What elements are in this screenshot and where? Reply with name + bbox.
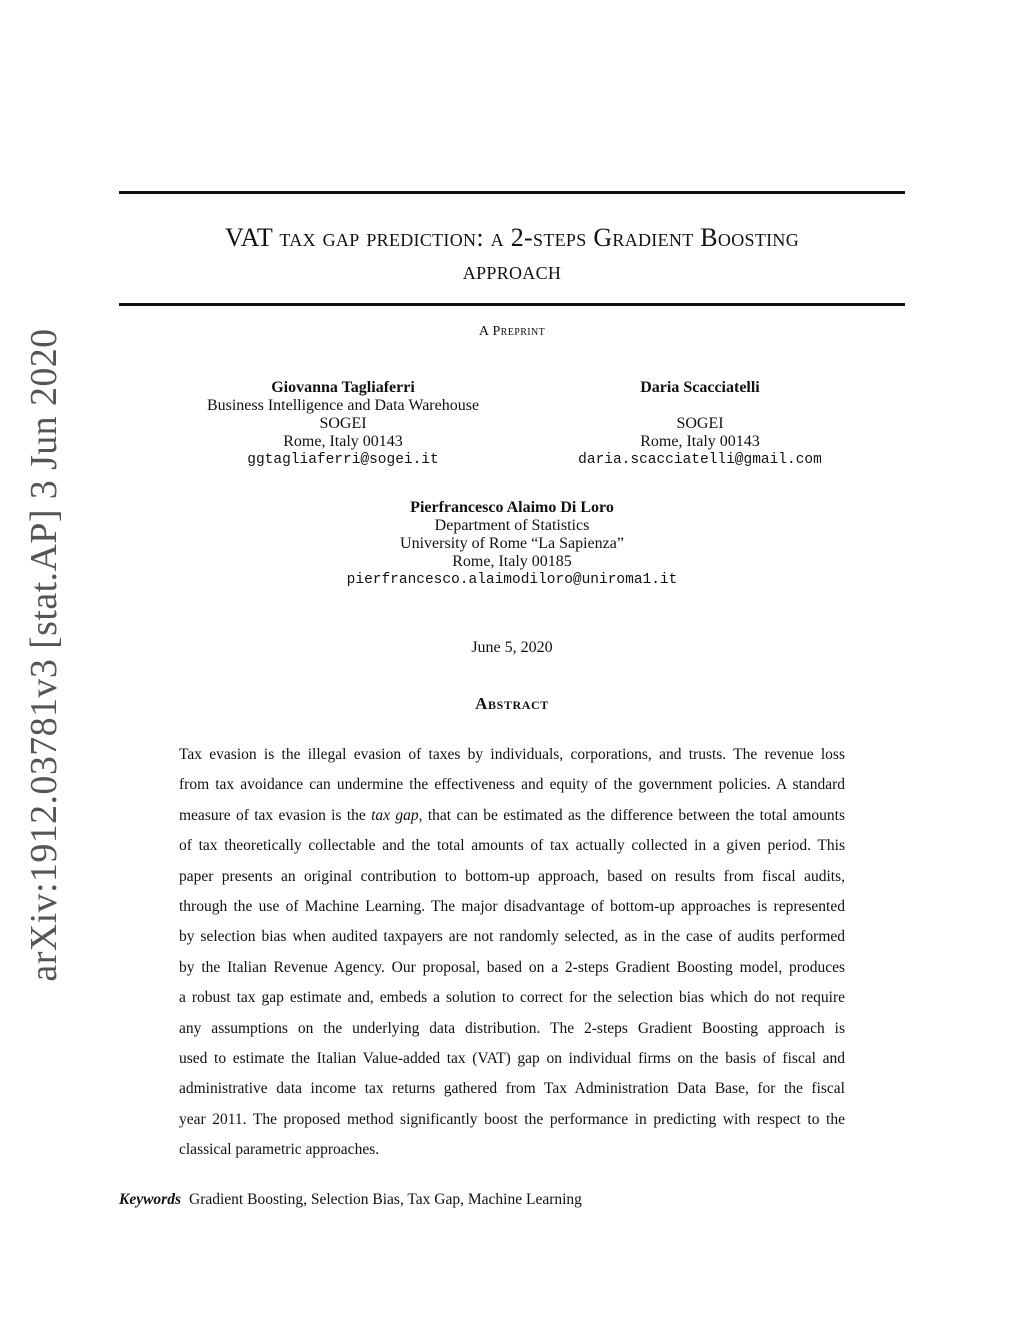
abstract-line: Tax evasion is the illegal evasion of taxes by individuals, corporations, and trusts. The revenue loss	[179, 746, 845, 763]
author-block-tagliaferri	[193, 379, 493, 469]
abstract-line: administrative data income tax returns gathered from Tax Administration Data Base, for the fiscal	[179, 1080, 845, 1098]
author-email[interactable]: ggtagliaferri@sogei.it	[247, 452, 439, 468]
author-block-alaimo-di-loro	[312, 499, 712, 589]
author-affiliation: Rome, Italy 00143	[640, 433, 760, 450]
paper-title-line-2: approach	[462, 256, 562, 285]
title-rule-bottom	[119, 303, 905, 306]
author-email[interactable]: daria.scacciatelli@gmail.com	[578, 452, 822, 468]
preprint-label: A Preprint	[478, 324, 546, 339]
author-affiliation: Rome, Italy 00143	[283, 433, 403, 450]
abstract-line: any assumptions on the underlying data distribution. The 2-steps Gradient Boosting approach is	[179, 1019, 845, 1037]
abstract-line: classical parametric approaches.	[179, 1141, 380, 1159]
abstract-line	[179, 801, 845, 831]
author-affiliation: Business Intelligence and Data Warehouse	[206, 397, 480, 414]
abstract-line: used to estimate the Italian Value-added tax (VAT) gap on individual firms on the basis of fiscal and	[179, 1050, 845, 1068]
abstract-line: a robust tax gap estimate and, embeds a solution to correct for the selection bias which do not require	[179, 989, 845, 1007]
author-block-scacciatelli	[550, 379, 850, 469]
paper-title-line-1: VAT tax gap prediction: a 2-steps Gradient Boosting	[224, 223, 800, 252]
abstract-line: by the Italian Revenue Agency. Our proposal, based on a 2-steps Gradient Boosting model, produces	[179, 958, 845, 976]
abstract-text: , that can be estimated as the difference between the total amounts	[418, 806, 846, 824]
author-email[interactable]: pierfrancesco.alaimodiloro@uniroma1.it	[346, 572, 678, 588]
author-affiliation: Department of Statistics	[434, 517, 590, 534]
keywords-label: Keywords	[119, 1191, 181, 1208]
author-name: Giovanna Tagliaferri	[271, 379, 415, 396]
author-affiliation: Rome, Italy 00185	[452, 553, 572, 570]
author-spacer	[550, 397, 850, 415]
title-rule-top	[119, 191, 905, 194]
abstract-line: by selection bias when audited taxpayers are not randomly selected, as in the case of audits performed	[179, 928, 845, 946]
keywords	[119, 1191, 582, 1209]
abstract-line: paper presents an original contribution to bottom-up approach, based on results from fiscal audits,	[179, 867, 845, 885]
author-affiliation: SOGEI	[319, 415, 367, 432]
abstract-body	[179, 740, 845, 1166]
publication-date: June 5, 2020	[471, 639, 553, 656]
abstract-text: measure of tax evasion is the	[179, 806, 372, 824]
abstract-heading: Abstract	[475, 694, 549, 713]
author-affiliation: SOGEI	[676, 415, 724, 432]
abstract-line: from tax avoidance can undermine the effectiveness and equity of the government policies. A standard	[179, 776, 845, 794]
author-name: Pierfrancesco Alaimo Di Loro	[410, 499, 614, 516]
author-name: Daria Scacciatelli	[640, 379, 760, 396]
author-affiliation: University of Rome “La Sapienza”	[400, 535, 624, 552]
abstract-emphasis: tax gap	[371, 806, 419, 824]
arxiv-identifier: arXiv:1912.03781v3 [stat.AP] 3 Jun 2020	[23, 328, 65, 982]
keywords-text: Gradient Boosting, Selection Bias, Tax Gap, Machine Learning	[189, 1191, 582, 1208]
abstract-line: through the use of Machine Learning. The major disadvantage of bottom-up approaches is represented	[179, 898, 845, 916]
abstract-line: year 2011. The proposed method significantly boost the performance in predicting with respect to the	[179, 1110, 845, 1128]
abstract-line: of tax theoretically collectable and the total amounts of tax actually collected in a given period. This	[179, 837, 845, 855]
